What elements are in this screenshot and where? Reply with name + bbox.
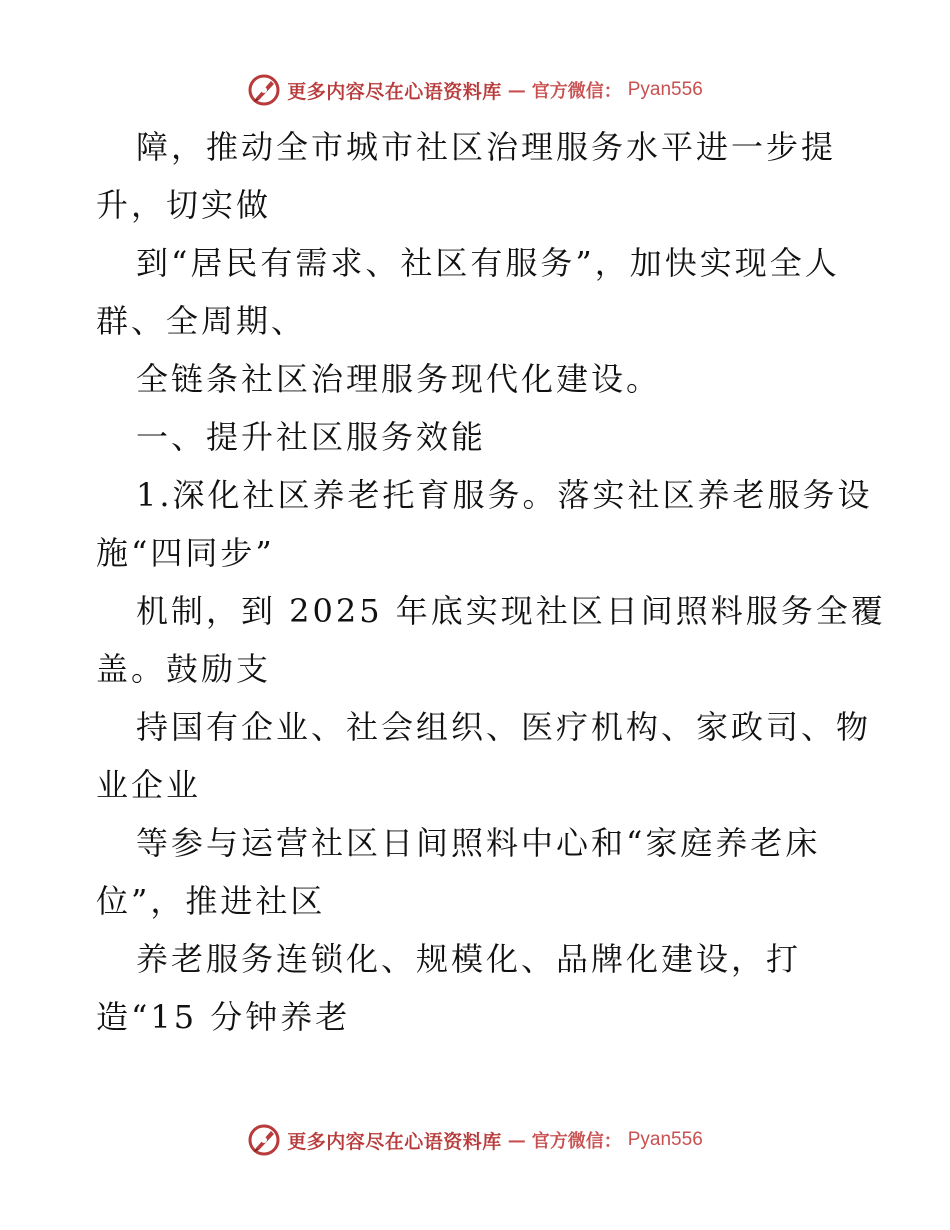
watermark-dash: — bbox=[507, 1129, 526, 1151]
text-line: 1.深化社区养老托育服务。落实社区养老服务设 bbox=[136, 476, 873, 514]
text-line: 障，推动全市城市社区治理服务水平进一步提 bbox=[136, 128, 837, 166]
quill-pen-logo-icon bbox=[247, 1123, 281, 1157]
text-line: 等参与运营社区日间照料中心和“家庭养老床 bbox=[136, 824, 821, 862]
text-line: 群、全周期、 bbox=[96, 302, 307, 340]
document-body bbox=[96, 118, 886, 1046]
watermark-site-text: 更多内容尽在心语资料库 bbox=[287, 1130, 502, 1153]
text-line: 到“居民有需求、社区有服务”，加快实现全人 bbox=[136, 244, 840, 282]
watermark-account: Pyan556 bbox=[627, 1129, 703, 1150]
footer-watermark bbox=[0, 1122, 950, 1158]
text-line: 施“四同步” bbox=[96, 534, 275, 572]
watermark-account: Pyan556 bbox=[627, 79, 703, 100]
text-line: 位”，推进社区 bbox=[96, 882, 326, 920]
text-line: 升，切实做 bbox=[96, 186, 272, 224]
watermark-wechat-label: 官方微信： bbox=[531, 1131, 622, 1152]
text-line: 造“15 分钟养老 bbox=[96, 998, 351, 1036]
watermark-dash: — bbox=[507, 79, 526, 101]
text-line: 养老服务连锁化、规模化、品牌化建设，打 bbox=[136, 940, 802, 978]
quill-pen-logo-icon bbox=[247, 73, 281, 107]
text-line: 全链条社区治理服务现代化建设。 bbox=[136, 360, 662, 398]
text-line: 持国有企业、社会组织、医疗机构、家政司、物 bbox=[136, 708, 872, 746]
header-watermark bbox=[0, 72, 950, 108]
text-line: 机制，到 2025 年底实现社区日间照料服务全覆 bbox=[136, 592, 886, 630]
watermark-wechat-label: 官方微信： bbox=[531, 81, 622, 102]
text-line: 业企业 bbox=[96, 766, 202, 804]
text-line: 一、提升社区服务效能 bbox=[136, 418, 487, 456]
text-line: 盖。鼓励支 bbox=[96, 650, 272, 688]
watermark-site-text: 更多内容尽在心语资料库 bbox=[287, 80, 502, 103]
